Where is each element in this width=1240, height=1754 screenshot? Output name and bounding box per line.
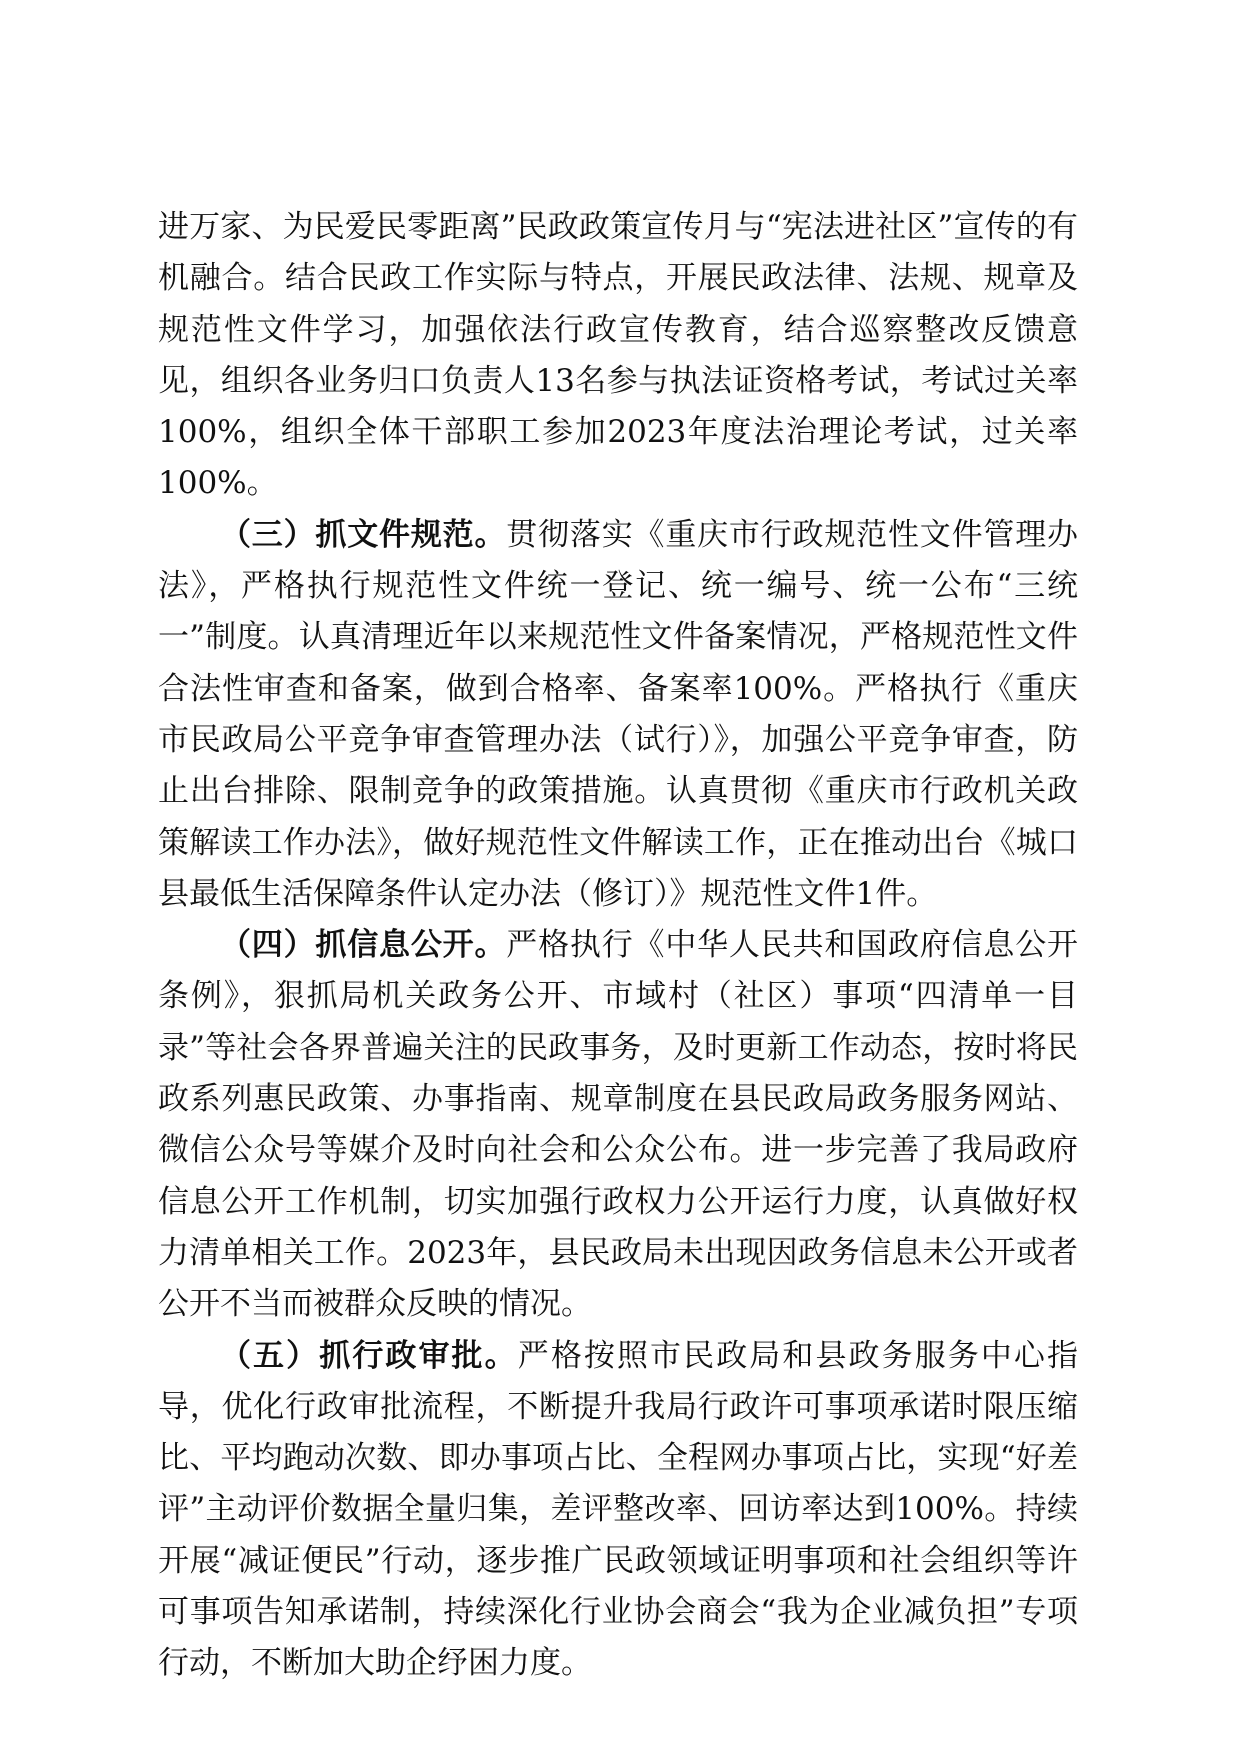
paragraph-administrative-approval: [158, 1331, 1078, 1690]
section-heading: （五）抓行政审批。: [220, 1337, 518, 1374]
paragraph-text: 严格执行《中华人民共和国政府信息公开条例》，狠抓局机关政务公开、市域村（社区）事项“四清单一目录”等社会各界普遍关注的民政事务，及时更新工作动态，按时将民政系列惠民政策、办事指南、规章制度在县民政局政务服务网站、微信公众号等媒介及时向社会和公众公布。进一步完善了我局政府信息公开工作机制，切实加强行政权力公开运行力度，认真做好权力清单相关工作。2023年，县民政局未出现因政务信息未公开或者公开不当而被群众反映的情况。: [158, 927, 1079, 1323]
body-text: [158, 202, 1078, 1690]
paragraph-information-disclosure: [158, 920, 1078, 1330]
section-heading: （四）抓信息公开。: [220, 927, 507, 964]
paragraph-text: 进万家、为民爱民零距离”民政政策宣传月与“宪法进社区”宣传的有机融合。结合民政工作实际与特点，开展民政法律、法规、规章及规范性文件学习，加强依法行政宣传教育，结合巡察整改反馈意见，组织各业务归口负责人13名参与执法证资格考试，考试过关率100%，组织全体干部职工参加2023年度法治理论考试，过关率100%。: [158, 209, 1078, 502]
paragraph-text: 贯彻落实《重庆市行政规范性文件管理办法》，严格执行规范性文件统一登记、统一编号、统一公布“三统一”制度。认真清理近年以来规范性文件备案情况，严格规范性文件合法性审查和备案，做到合格率、备案率100%。严格执行《重庆市民政局公平竞争审查管理办法（试行）》，加强公平竞争审查，防止出台排除、限制竞争的政策措施。认真贯彻《重庆市行政机关政策解读工作办法》，做好规范性文件解读工作，正在推动出台《城口县最低生活保障条件认定办法（修订）》规范性文件1件。: [158, 516, 1079, 912]
paragraph-text: 严格按照市民政局和县政务服务中心指导，优化行政审批流程，不断提升我局行政许可事项承诺时限压缩比、平均跑动次数、即办事项占比、全程网办事项占比，实现“好差评”主动评价数据全量归集，差评整改率、回访率达到100%。持续开展“减证便民”行动，逐步推广民政领域证明事项和社会组织等许可事项告知承诺制，持续深化行业协会商会“我为企业减负担”专项行动，不断加大助企纾困力度。: [158, 1337, 1079, 1682]
paragraph-document-standards: [158, 510, 1078, 920]
paragraph-continuation: [158, 202, 1078, 510]
section-heading: （三）抓文件规范。: [220, 516, 507, 553]
